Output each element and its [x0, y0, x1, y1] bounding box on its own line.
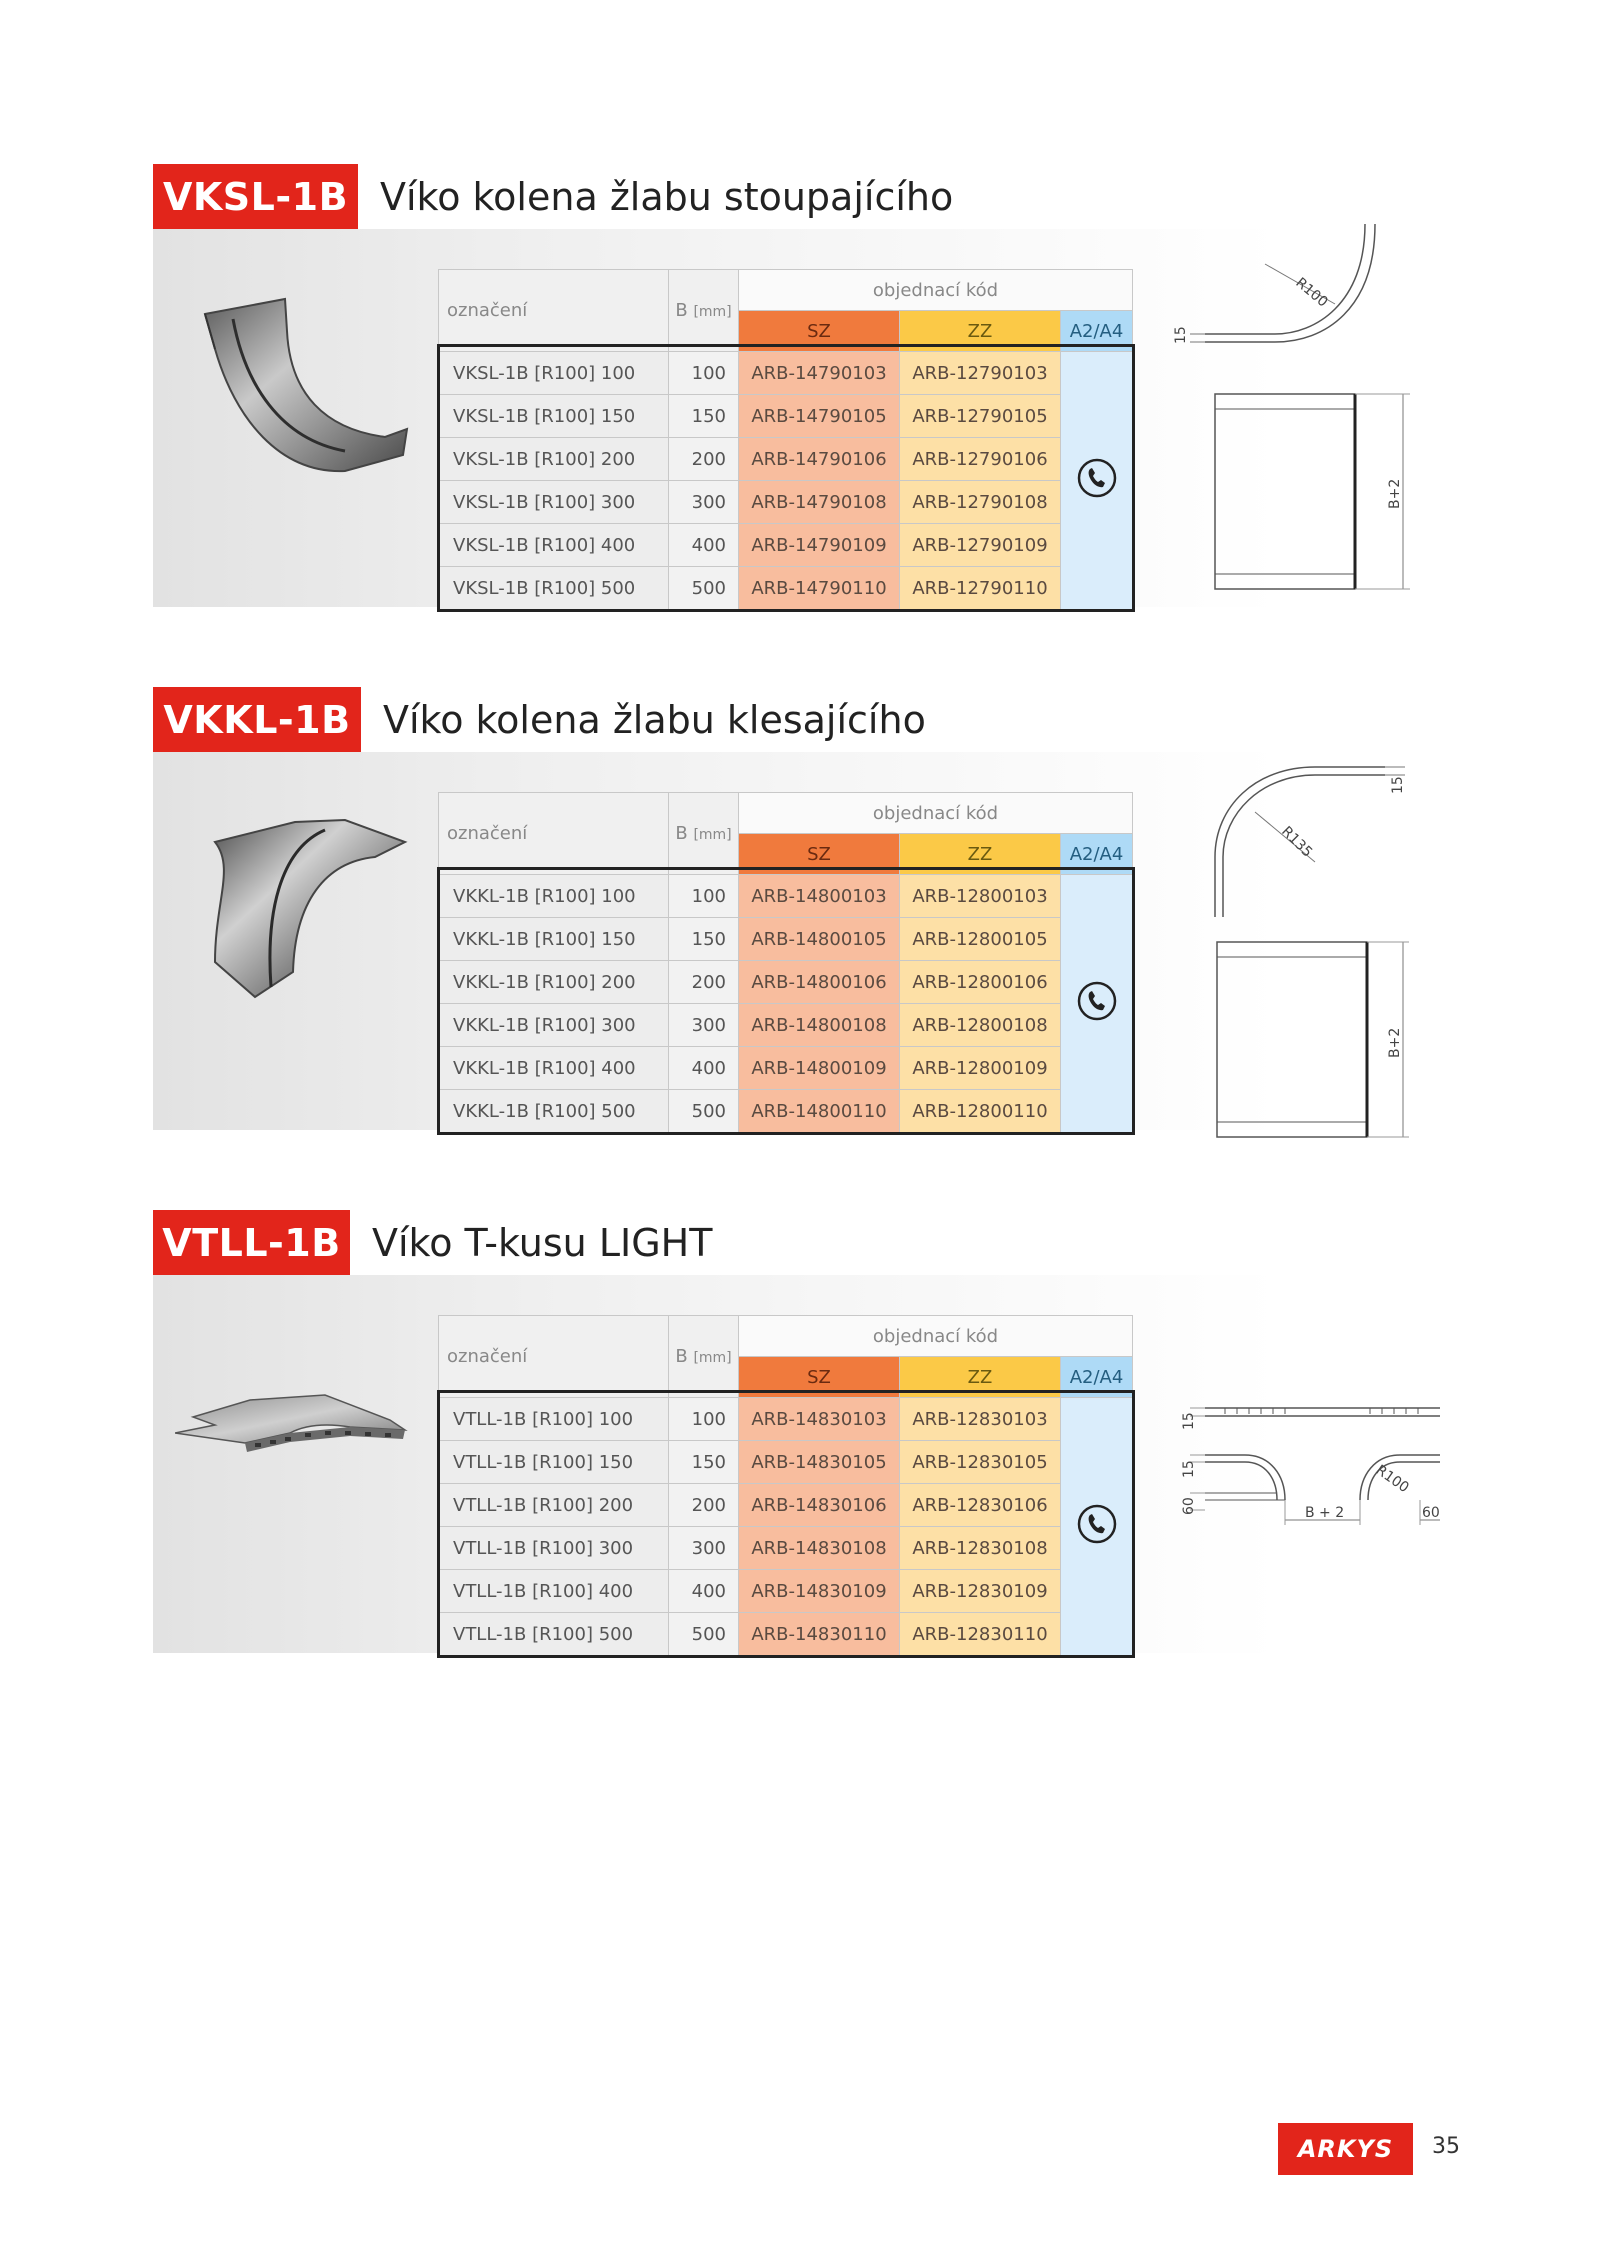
cell-zz-code: ARB-12800110 [900, 1090, 1061, 1133]
table-row [439, 1090, 1133, 1133]
cell-b: 500 [669, 1090, 739, 1133]
cell-sz-code: ARB-14800109 [739, 1047, 900, 1090]
cell-b: 300 [669, 1527, 739, 1570]
section-vkkl [0, 687, 1600, 1147]
cell-designation: VTLL-1B [R100] 500 [439, 1613, 669, 1656]
width-label: B+2 [1387, 1027, 1403, 1058]
phone-icon [1075, 1502, 1119, 1546]
cell-zz-code: ARB-12800105 [900, 918, 1061, 961]
col-header-sz: SZ [739, 1357, 900, 1398]
radius-label: R135 [1278, 823, 1316, 861]
cell-b: 300 [669, 481, 739, 524]
cell-designation: VKKL-1B [R100] 300 [439, 1004, 669, 1047]
col-header-a2a4: A2/A4 [1061, 834, 1133, 875]
cell-designation: VKSL-1B [R100] 500 [439, 567, 669, 610]
table-row [439, 1484, 1133, 1527]
cell-zz-code: ARB-12800109 [900, 1047, 1061, 1090]
cell-designation: VTLL-1B [R100] 100 [439, 1398, 669, 1441]
col-header-designation: označení [439, 270, 669, 352]
table-row [439, 1613, 1133, 1656]
cell-a2a4-call[interactable] [1061, 875, 1133, 1133]
cell-b: 500 [669, 567, 739, 610]
cell-sz-code: ARB-14800105 [739, 918, 900, 961]
cell-b: 300 [669, 1004, 739, 1047]
cell-a2a4-call[interactable] [1061, 1398, 1133, 1656]
section-vksl [0, 164, 1600, 624]
height-label-bottom: 60 [1181, 1497, 1197, 1515]
col-header-zz: ZZ [900, 311, 1061, 352]
col-header-order-code: objednací kód [739, 793, 1133, 834]
table-row [439, 395, 1133, 438]
section-header [153, 1210, 712, 1275]
cell-b: 200 [669, 1484, 739, 1527]
cell-b: 400 [669, 524, 739, 567]
cell-b: 100 [669, 875, 739, 918]
cell-zz-code: ARB-12790108 [900, 481, 1061, 524]
cell-designation: VTLL-1B [R100] 200 [439, 1484, 669, 1527]
table-row [439, 1527, 1133, 1570]
cell-b: 100 [669, 1398, 739, 1441]
cell-designation: VKKL-1B [R100] 500 [439, 1090, 669, 1133]
phone-icon [1075, 979, 1119, 1023]
cell-sz-code: ARB-14800110 [739, 1090, 900, 1133]
col-header-b [669, 270, 739, 352]
table-row [439, 1441, 1133, 1484]
cell-zz-code: ARB-12830108 [900, 1527, 1061, 1570]
table-row [439, 1570, 1133, 1613]
section-header [153, 687, 926, 752]
col-b-label: B [675, 300, 688, 321]
cell-designation: VKSL-1B [R100] 400 [439, 524, 669, 567]
section-title: Víko T-kusu LIGHT [372, 1220, 713, 1265]
height-label-top: 15 [1181, 1412, 1197, 1430]
table-row [439, 1004, 1133, 1047]
cell-b: 150 [669, 1441, 739, 1484]
product-code-badge: VTLL-1B [153, 1210, 350, 1275]
height-label: 15 [1173, 326, 1189, 344]
cell-sz-code: ARB-14790103 [739, 352, 900, 395]
col-b-unit: [mm] [693, 827, 732, 843]
technical-drawing [1175, 1400, 1445, 1530]
cell-designation: VKSL-1B [R100] 150 [439, 395, 669, 438]
cell-zz-code: ARB-12790109 [900, 524, 1061, 567]
cell-zz-code: ARB-12830105 [900, 1441, 1061, 1484]
table-row [439, 961, 1133, 1004]
cell-designation: VKKL-1B [R100] 400 [439, 1047, 669, 1090]
height-label-mid: 15 [1181, 1460, 1197, 1478]
section-vtll [0, 1210, 1600, 1670]
cell-sz-code: ARB-14800108 [739, 1004, 900, 1047]
col-header-designation: označení [439, 793, 669, 875]
table-row [439, 1398, 1133, 1441]
col-b-label: B [675, 1346, 688, 1367]
section-title: Víko kolena žlabu klesajícího [383, 697, 926, 742]
product-code-badge: VKSL-1B [153, 164, 358, 229]
cell-zz-code: ARB-12790110 [900, 567, 1061, 610]
cell-designation: VKSL-1B [R100] 200 [439, 438, 669, 481]
phone-icon [1075, 456, 1119, 500]
cell-sz-code: ARB-14790108 [739, 481, 900, 524]
table-row [439, 524, 1133, 567]
cell-zz-code: ARB-12830106 [900, 1484, 1061, 1527]
technical-drawing [1195, 762, 1435, 1162]
cell-a2a4-call[interactable] [1061, 352, 1133, 610]
radius-label: R100 [1372, 1462, 1412, 1497]
cell-designation: VKKL-1B [R100] 150 [439, 918, 669, 961]
cell-zz-code: ARB-12800106 [900, 961, 1061, 1004]
radius-label: R100 [1292, 274, 1331, 311]
cell-zz-code: ARB-12800108 [900, 1004, 1061, 1047]
table-row [439, 875, 1133, 918]
spec-table [438, 269, 1133, 610]
spec-table [438, 792, 1133, 1133]
technical-drawing [1165, 224, 1435, 634]
col-header-order-code: objednací kód [739, 270, 1133, 311]
spec-table [438, 1315, 1133, 1656]
width-label: B+2 [1387, 478, 1403, 509]
cell-b: 200 [669, 961, 739, 1004]
table-row [439, 567, 1133, 610]
side-label: 60 [1422, 1505, 1440, 1521]
section-header [153, 164, 953, 229]
cell-sz-code: ARB-14790109 [739, 524, 900, 567]
cell-zz-code: ARB-12790105 [900, 395, 1061, 438]
col-header-zz: ZZ [900, 834, 1061, 875]
cell-designation: VTLL-1B [R100] 400 [439, 1570, 669, 1613]
cell-sz-code: ARB-14790110 [739, 567, 900, 610]
cell-sz-code: ARB-14800103 [739, 875, 900, 918]
cell-b: 150 [669, 395, 739, 438]
col-header-designation: označení [439, 1316, 669, 1398]
col-b-unit: [mm] [693, 304, 732, 320]
cell-zz-code: ARB-12830103 [900, 1398, 1061, 1441]
cell-sz-code: ARB-14830105 [739, 1441, 900, 1484]
cell-zz-code: ARB-12830109 [900, 1570, 1061, 1613]
col-header-b [669, 1316, 739, 1398]
col-header-sz: SZ [739, 311, 900, 352]
cell-sz-code: ARB-14830108 [739, 1527, 900, 1570]
col-header-a2a4: A2/A4 [1061, 311, 1133, 352]
cell-sz-code: ARB-14790105 [739, 395, 900, 438]
col-b-unit: [mm] [693, 1350, 732, 1366]
cell-sz-code: ARB-14800106 [739, 961, 900, 1004]
section-title: Víko kolena žlabu stoupajícího [380, 174, 954, 219]
cell-designation: VTLL-1B [R100] 300 [439, 1527, 669, 1570]
col-header-sz: SZ [739, 834, 900, 875]
cell-sz-code: ARB-14830109 [739, 1570, 900, 1613]
cell-sz-code: ARB-14790106 [739, 438, 900, 481]
table-row [439, 438, 1133, 481]
product-image-falling-bend-cover [175, 782, 415, 1022]
cell-sz-code: ARB-14830106 [739, 1484, 900, 1527]
cell-b: 150 [669, 918, 739, 961]
cell-designation: VKKL-1B [R100] 100 [439, 875, 669, 918]
cell-designation: VTLL-1B [R100] 150 [439, 1441, 669, 1484]
cell-zz-code: ARB-12790103 [900, 352, 1061, 395]
table-row [439, 918, 1133, 961]
cell-zz-code: ARB-12790106 [900, 438, 1061, 481]
page-number: 35 [1432, 2134, 1460, 2159]
cell-designation: VKKL-1B [R100] 200 [439, 961, 669, 1004]
cell-zz-code: ARB-12800103 [900, 875, 1061, 918]
table-row [439, 1047, 1133, 1090]
cell-b: 400 [669, 1570, 739, 1613]
product-code-badge: VKKL-1B [153, 687, 361, 752]
col-header-a2a4: A2/A4 [1061, 1357, 1133, 1398]
col-header-order-code: objednací kód [739, 1316, 1133, 1357]
brand-logo: ARKYS [1278, 2123, 1413, 2175]
col-b-label: B [675, 823, 688, 844]
col-header-zz: ZZ [900, 1357, 1061, 1398]
cell-b: 400 [669, 1047, 739, 1090]
height-label: 15 [1390, 776, 1406, 794]
cell-zz-code: ARB-12830110 [900, 1613, 1061, 1656]
col-header-b [669, 793, 739, 875]
cell-designation: VKSL-1B [R100] 300 [439, 481, 669, 524]
product-image-t-piece-cover [175, 1305, 415, 1545]
cell-b: 100 [669, 352, 739, 395]
width-label: B + 2 [1305, 1505, 1345, 1521]
table-row [439, 481, 1133, 524]
cell-designation: VKSL-1B [R100] 100 [439, 352, 669, 395]
product-image-rising-bend-cover [175, 259, 415, 499]
cell-sz-code: ARB-14830103 [739, 1398, 900, 1441]
cell-b: 200 [669, 438, 739, 481]
cell-sz-code: ARB-14830110 [739, 1613, 900, 1656]
cell-b: 500 [669, 1613, 739, 1656]
table-row [439, 352, 1133, 395]
